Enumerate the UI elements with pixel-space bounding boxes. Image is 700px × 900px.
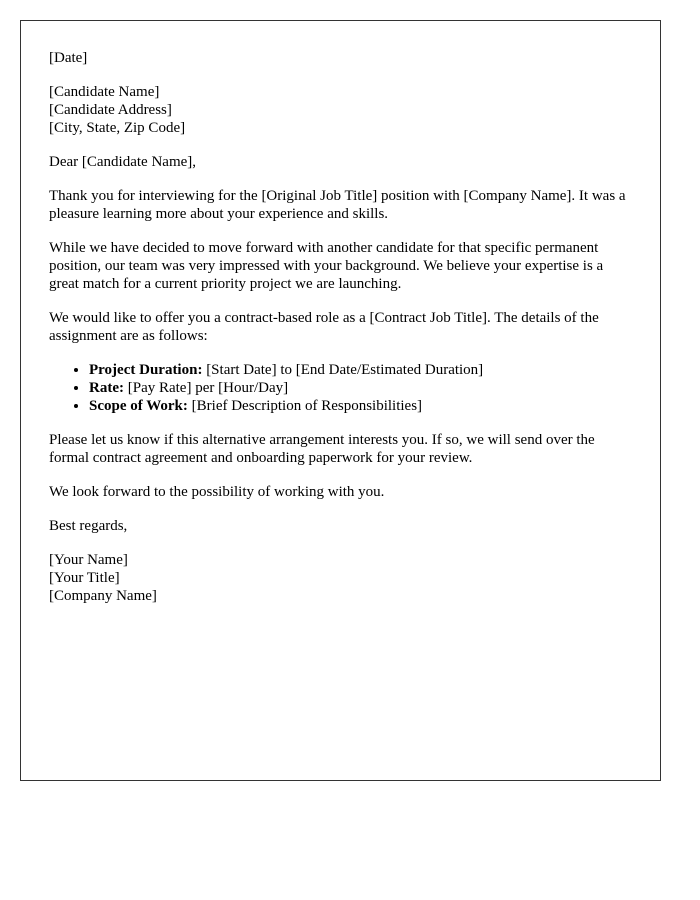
paragraph-closing: We look forward to the possibility of working with you. <box>49 484 385 500</box>
detail-value: [Brief Description of Responsibilities] <box>187 398 423 414</box>
paragraph-thanks: Thank you for interviewing for the [Original Job Title] position with [Company Name]. It was a pleasure learning more about your experience and skills. <box>49 188 626 222</box>
letter-page <box>20 20 661 781</box>
detail-label: Project Duration: <box>89 362 203 378</box>
recipient-address: [Candidate Address] <box>49 102 172 118</box>
detail-item <box>89 379 632 397</box>
detail-value: [Start Date] to [End Date/Estimated Duration] <box>202 362 484 378</box>
signature-company: [Company Name] <box>49 588 157 604</box>
signoff: Best regards, <box>49 518 128 534</box>
detail-item <box>89 397 632 415</box>
detail-item <box>89 361 632 379</box>
detail-label: Rate: <box>89 380 124 396</box>
paragraph-decision: While we have decided to move forward with another candidate for that specific permanent position, our team was very impressed with your background. We believe your expertise is a great match for a current priority project we are launching. <box>49 240 604 292</box>
signature-name: [Your Name] <box>49 552 128 568</box>
recipient-name: [Candidate Name] <box>49 84 160 100</box>
paragraph-next-steps: Please let us know if this alternative arrangement interests you. If so, we will send over the formal contract agreement and onboarding paperwork for your review. <box>49 432 595 466</box>
recipient-block <box>49 83 632 137</box>
signature-title: [Your Title] <box>49 570 120 586</box>
signature-block <box>49 551 632 605</box>
paragraph-offer: We would like to offer you a contract-based role as a [Contract Job Title]. The details of the assignment are as follows: <box>49 310 599 344</box>
details-list <box>49 361 632 415</box>
date: [Date] <box>49 50 88 66</box>
salutation: Dear [Candidate Name], <box>49 154 197 170</box>
detail-value: [Pay Rate] per [Hour/Day] <box>123 380 289 396</box>
recipient-city: [City, State, Zip Code] <box>49 120 186 136</box>
detail-label: Scope of Work: <box>89 398 188 414</box>
